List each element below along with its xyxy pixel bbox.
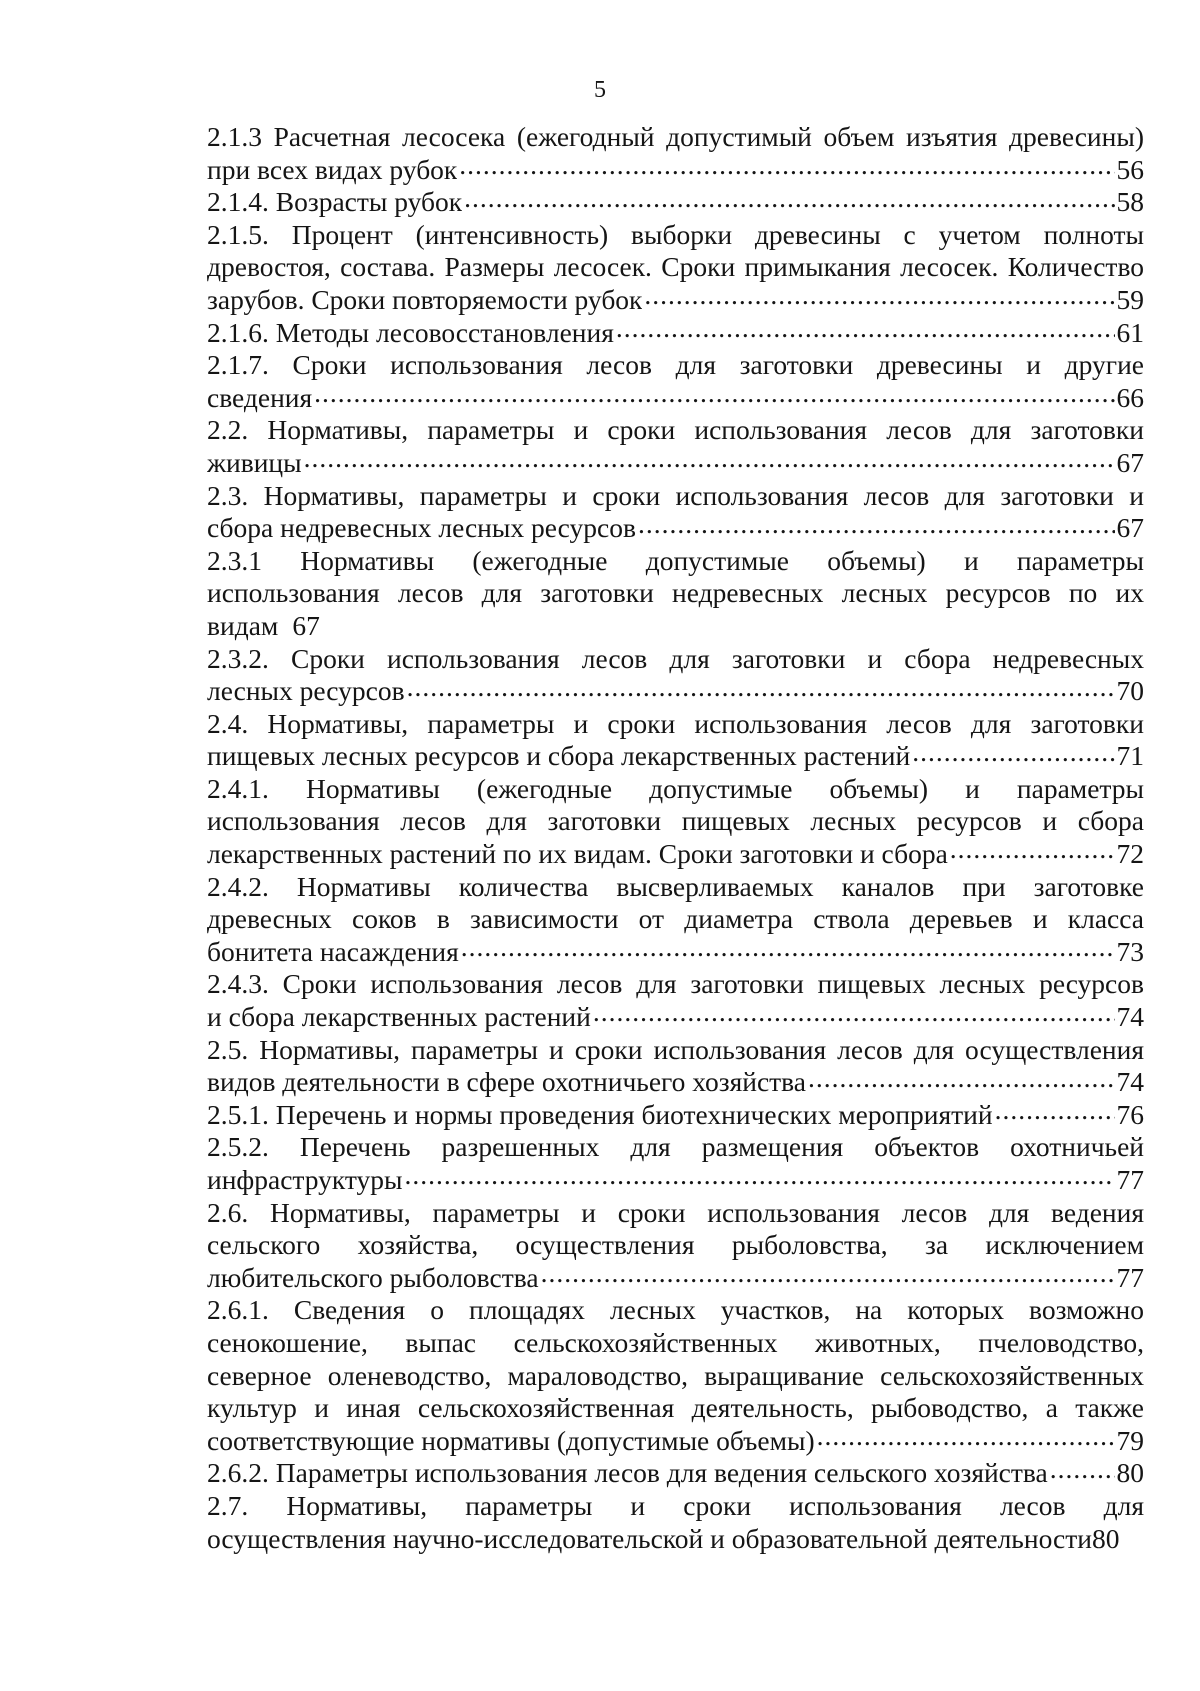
dot-leader [642,285,1114,309]
toc-entry-title: 2.1.6. Методы лесовосстановления [207,316,614,348]
toc-entry-title: видов деятельности в сфере охотничьего хозяйства [207,1066,806,1098]
toc-entry [207,708,1144,773]
toc-entry-title: живицы [207,446,302,478]
toc-page-number: 66 [1116,381,1144,413]
toc-entry-final-line [207,610,1144,643]
toc-page-number: 61 [1116,316,1144,348]
toc-entry [207,545,1144,643]
toc-entry-line: 2.2. Нормативы, параметры и сроки использования лесов для заготовки [207,414,1144,446]
toc-entry-final-line [207,1066,1144,1099]
toc-entry-title: осуществления научно-исследовательской и образовательной деятельности [207,1522,1092,1554]
toc-entry [207,349,1144,414]
toc-page-number: 70 [1116,675,1144,707]
toc-entry [207,968,1144,1033]
toc-entry [207,1294,1144,1457]
table-of-contents [207,121,1144,1555]
dot-leader [539,1263,1115,1287]
toc-entry [207,121,1144,186]
toc-entry-title: 2.6.2. Параметры использования лесов для ведения сельского хозяйства [207,1457,1048,1489]
toc-entry-line: 2.7. Нормативы, параметры и сроки использования лесов для [207,1489,1144,1521]
toc-entry [207,219,1144,317]
toc-page-number: 80 [1091,1522,1120,1554]
toc-entry-title: инфраструктуры [207,1164,403,1195]
toc-page-number: 59 [1116,283,1144,315]
toc-entry-title: лекарственных растений по их видам. Сроки заготовки и сбора [207,838,948,870]
toc-entry-line: 2.3.2. Сроки использования лесов для заготовки и сбора недревесных [207,642,1144,674]
dot-leader [910,741,1114,765]
dot-leader [459,937,1115,961]
dot-leader [457,155,1114,179]
toc-entry [207,414,1144,479]
toc-entry-line: древесных соков в зависимости от диаметра ствола деревьев и класса [207,903,1144,935]
toc-entry-line: древостоя, состава. Размеры лесосек. Сроки примыкания лесосек. Количество [207,251,1144,283]
toc-entry-final-line [207,512,1144,545]
toc-entry-title: 2.5.1. Перечень и нормы проведения биотехнических мероприятий [207,1098,993,1130]
dot-leader [614,318,1115,342]
toc-page-number: 58 [1116,186,1144,218]
toc-entry-title: лесных ресурсов [207,675,405,707]
toc-entry-title: любительского рыболовства [207,1261,539,1293]
dot-leader [278,611,290,635]
toc-entry-line: 2.3.1 Нормативы (ежегодные допустимые объемы) и параметры [207,544,1144,576]
toc-entry [207,1099,1144,1132]
toc-entry-line: 2.4. Нормативы, параметры и сроки использования лесов для заготовки [207,707,1144,739]
toc-entry-line: 2.6. Нормативы, параметры и сроки использования лесов для ведения [207,1196,1144,1228]
toc-entry-title: бонитета насаждения [207,935,459,967]
toc-entry-title: зарубов. Сроки повторяемости рубок [207,283,643,315]
toc-entry-line: 2.1.3 Расчетная лесосека (ежегодный допустимый объем изъятия древесины) [207,121,1144,152]
dot-leader [302,448,1115,472]
toc-page-number: 72 [1116,838,1144,870]
toc-page-number: 79 [1116,1424,1144,1456]
dot-leader [636,513,1115,537]
toc-page-number: 71 [1116,740,1144,772]
toc-entry-title: пищевых лесных ресурсов и сбора лекарственных растений [207,740,911,772]
page-number: 5 [594,77,606,103]
toc-page-number: 56 [1116,153,1144,185]
toc-entry-final-line [207,382,1144,415]
toc-entry-title: 2.1.4. Возрасты рубок [207,186,463,218]
toc-entry-final-line [207,838,1144,871]
toc-entry-final-line [207,1164,1144,1197]
toc-entry [207,1457,1144,1490]
toc-entry-line: 2.5.2. Перечень разрешенных для размещения объектов охотничьей [207,1131,1144,1163]
toc-entry-line: сенокошение, выпас сельскохозяйственных животных, пчеловодство, [207,1326,1144,1358]
dot-leader [312,383,1114,407]
toc-entry [207,773,1144,871]
toc-entry-final-line [207,1262,1144,1295]
toc-entry-line: северное оленеводство, мараловодство, выращивание сельскохозяйственных [207,1359,1144,1391]
toc-entry-final-line [207,1099,1144,1132]
toc-entry-line: 2.1.7. Сроки использования лесов для заготовки древесины и другие [207,349,1144,381]
toc-entry-line: 2.1.5. Процент (интенсивность) выборки древесины с учетом полноты [207,218,1144,250]
toc-entry-title: и сбора лекарственных растений [207,1001,591,1033]
toc-entry [207,186,1144,219]
toc-entry-final-line [207,936,1144,969]
toc-entry-line: 2.4.2. Нормативы количества высверливаемых каналов при заготовке [207,870,1144,902]
toc-entry-final-line [207,284,1144,317]
toc-page-number: 77 [1116,1164,1144,1195]
toc-entry-title: при всех видах рубок [207,153,458,185]
toc-entry-line: 2.6.1. Сведения о площадях лесных участков, на которых возможно [207,1294,1144,1326]
toc-entry-line: сельского хозяйства, осуществления рыболовства, за исключением [207,1229,1144,1261]
toc-entry [207,643,1144,708]
toc-page-number: 74 [1116,1066,1144,1098]
toc-entry-line: 2.4.1. Нормативы (ежегодные допустимые объемы) и параметры [207,772,1144,804]
toc-entry-final-line [207,1001,1144,1034]
toc-entry [207,871,1144,969]
toc-entry-final-line [207,740,1144,773]
dot-leader [1048,1458,1115,1482]
toc-entry [207,1197,1144,1295]
dot-leader [403,1165,1115,1189]
dot-leader [405,676,1115,700]
toc-entry-final-line [207,1523,1144,1556]
toc-page-number: 80 [1116,1457,1144,1489]
toc-entry-line: культур и иная сельскохозяйственная деятельность, рыбоводство, а также [207,1392,1144,1424]
toc-entry [207,480,1144,545]
toc-entry [207,1490,1144,1555]
toc-page-number: 67 [1116,446,1144,478]
toc-page-number: 67 [1116,512,1144,544]
toc-entry-title: соответствующие нормативы (допустимые объемы) [207,1424,815,1456]
dot-leader [815,1426,1115,1450]
toc-entry-title: сбора недревесных лесных ресурсов [207,512,636,544]
toc-entry-line: 2.3. Нормативы, параметры и сроки использования лесов для заготовки и [207,479,1144,511]
toc-entry-line: использования лесов для заготовки недревесных лесных ресурсов по их [207,577,1144,609]
toc-page-number: 67 [292,609,320,641]
toc-entry-title: сведения [207,381,313,413]
toc-entry-line: 2.5. Нормативы, параметры и сроки использования лесов для осуществления [207,1033,1144,1065]
toc-page-number: 74 [1116,1001,1144,1033]
toc-page-number: 77 [1116,1261,1144,1293]
dot-leader [993,1100,1115,1124]
toc-entry [207,1131,1144,1196]
toc-entry-final-line [207,186,1144,219]
toc-page-number: 76 [1116,1098,1144,1130]
toc-entry-line: 2.4.3. Сроки использования лесов для заготовки пищевых лесных ресурсов [207,968,1144,1000]
toc-page-number: 73 [1116,935,1144,967]
dot-leader [591,1002,1115,1026]
toc-entry [207,1034,1144,1099]
toc-entry-title: видам [207,609,279,641]
toc-entry-final-line [207,675,1144,708]
dot-leader [948,839,1115,863]
toc-entry-final-line [207,154,1144,187]
toc-entry-line: использования лесов для заготовки пищевых лесных ресурсов и сбора [207,805,1144,837]
dot-leader [806,1067,1115,1091]
toc-entry-final-line [207,447,1144,480]
toc-entry [207,317,1144,350]
toc-entry-final-line [207,1457,1144,1490]
toc-entry-final-line [207,317,1144,350]
dot-leader [462,187,1114,211]
toc-entry-final-line [207,1425,1144,1458]
